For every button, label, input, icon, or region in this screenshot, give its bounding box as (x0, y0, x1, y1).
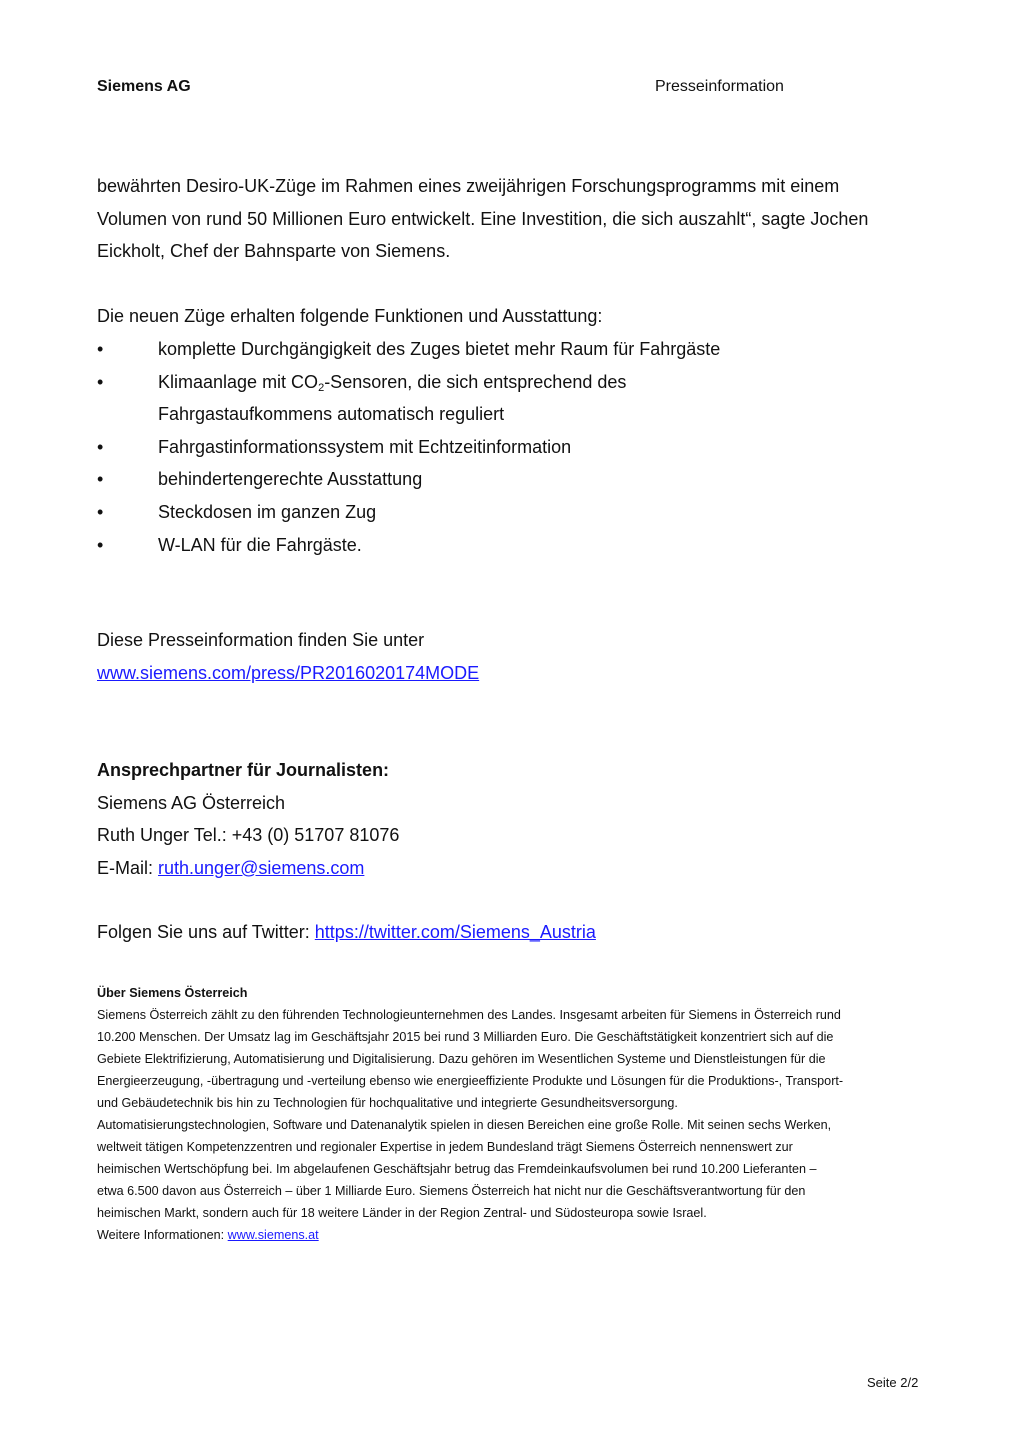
about-line: Gebiete Elektrifizierung, Automatisierung und Digitalisierung. Dazu gehören im Wesentlichen Systeme und Dienstleistungen für die (97, 1052, 826, 1066)
bullet-icon: • (97, 469, 104, 490)
contact-email-row (97, 852, 927, 885)
press-info (97, 624, 927, 689)
paragraph-line: bewährten Desiro-UK-Züge im Rahmen eines zweijährigen Forschungsprogramms mit einem (97, 176, 840, 196)
about-line: Automatisierungstechnologien, Software und Datenanalytik spielen in diesen Bereichen eine große Rolle. Mit seinen sechs Werken, (97, 1118, 832, 1132)
twitter-link[interactable]: https://twitter.com/Siemens_Austria (314, 922, 596, 942)
bullet-icon: • (97, 371, 104, 392)
about-line: heimischen Markt, sondern auch für 18 weitere Länder in der Region Zentral- und Südosteuropa sowie Israel. (97, 1206, 707, 1220)
bullet-icon: • (97, 501, 104, 522)
features-intro: Die neuen Züge erhalten folgende Funktionen und Ausstattung: (97, 306, 603, 326)
about-line: Siemens Österreich zählt zu den führenden Technologieunternehmen des Landes. Insgesamt arbeiten für Siemens in Österreich rund (97, 1008, 841, 1022)
siemens-at-link[interactable]: www.siemens.at (227, 1228, 319, 1242)
header-company: Siemens AG (97, 78, 191, 95)
list-item-text: Fahrgastinformationssystem mit Echtzeitinformation (158, 436, 572, 457)
page-number: Seite 2/2 (867, 1375, 919, 1390)
list-item-text: Steckdosen im ganzen Zug (158, 501, 377, 522)
more-info-label: Weitere Informationen: (97, 1228, 228, 1242)
contact-heading: Ansprechpartner für Journalisten: (97, 760, 390, 780)
twitter-row (97, 916, 927, 949)
email-link[interactable]: ruth.unger@siemens.com (158, 857, 365, 878)
about-line: Energieerzeugung, -übertragung und -verteilung ebenso wie energieeffiziente Produkte und Lösungen für die Produktions-, Transport- (97, 1074, 844, 1088)
list-item-text-continued: Fahrgastaufkommens automatisch reguliert (158, 404, 505, 425)
list-item (97, 496, 927, 529)
header-doc-type: Presseinformation (655, 78, 784, 95)
contact-block (97, 754, 927, 884)
list-item (97, 463, 927, 496)
list-item-text: Klimaanlage mit $CO_2$-Sensoren, die sich entsprechend des (158, 371, 627, 394)
bullet-icon: • (97, 339, 104, 359)
list-item (97, 366, 927, 431)
about-line: und Gebäudetechnik bis hin zu Technologien für hochqualitative und integrierte Gesundheitsversorgung. (97, 1096, 678, 1110)
list-item-text: W-LAN für die Fahrgäste. (158, 534, 362, 555)
list-item (97, 333, 927, 366)
bullet-icon: • (97, 436, 104, 457)
email-label: E-Mail: (97, 857, 159, 878)
contact-org: Siemens AG Österreich (97, 792, 286, 813)
press-release-link[interactable]: www.siemens.com/press/PR2016020174MODE (97, 662, 480, 683)
more-info-row (97, 1224, 917, 1246)
paragraph-line: Eickholt, Chef der Bahnsparte von Siemens. (97, 241, 451, 262)
about-line: heimischen Wertschöpfung bei. Im abgelaufenen Geschäftsjahr betrug das Fremdeinkaufsvolumen bei rund 10.200 Lieferanten – (97, 1162, 817, 1176)
twitter-label: Folgen Sie uns auf Twitter: (97, 922, 315, 942)
about-line: etwa 6.500 davon aus Österreich – über 1 Milliarde Euro. Siemens Österreich hat nicht nur die Geschäftsverantwortung für den (97, 1184, 806, 1198)
list-item-text: komplette Durchgängigkeit des Zuges bietet mehr Raum für Fahrgäste (158, 339, 721, 359)
about-heading: Über Siemens Österreich (97, 986, 248, 1000)
contact-person: Ruth Unger Tel.: +43 (0) 51707 81076 (97, 825, 400, 846)
about-line: 10.200 Menschen. Der Umsatz lag im Geschäftsjahr 2015 bei rund 3 Milliarden Euro. Die Geschäftstätigkeit konzentriert sich auf die (97, 1030, 834, 1044)
list-item (97, 529, 927, 562)
about-line: weltweit tätigen Kompetenzzentren und regionaler Expertise in jedem Bundesland trägt Siemens Österreich nennenswert zur (97, 1140, 793, 1154)
about-section (97, 982, 917, 1246)
list-item (97, 431, 927, 464)
bullet-icon: • (97, 534, 104, 555)
list-item-text: behindertengerechte Ausstattung (158, 469, 423, 490)
press-info-text: Diese Presseinformation finden Sie unter (97, 630, 425, 650)
paragraph-line: Volumen von rund 50 Millionen Euro entwickelt. Eine Investition, die sich auszahlt“, sagte Jochen (97, 208, 869, 229)
paragraph-investment (97, 170, 927, 268)
features-list (97, 333, 927, 561)
